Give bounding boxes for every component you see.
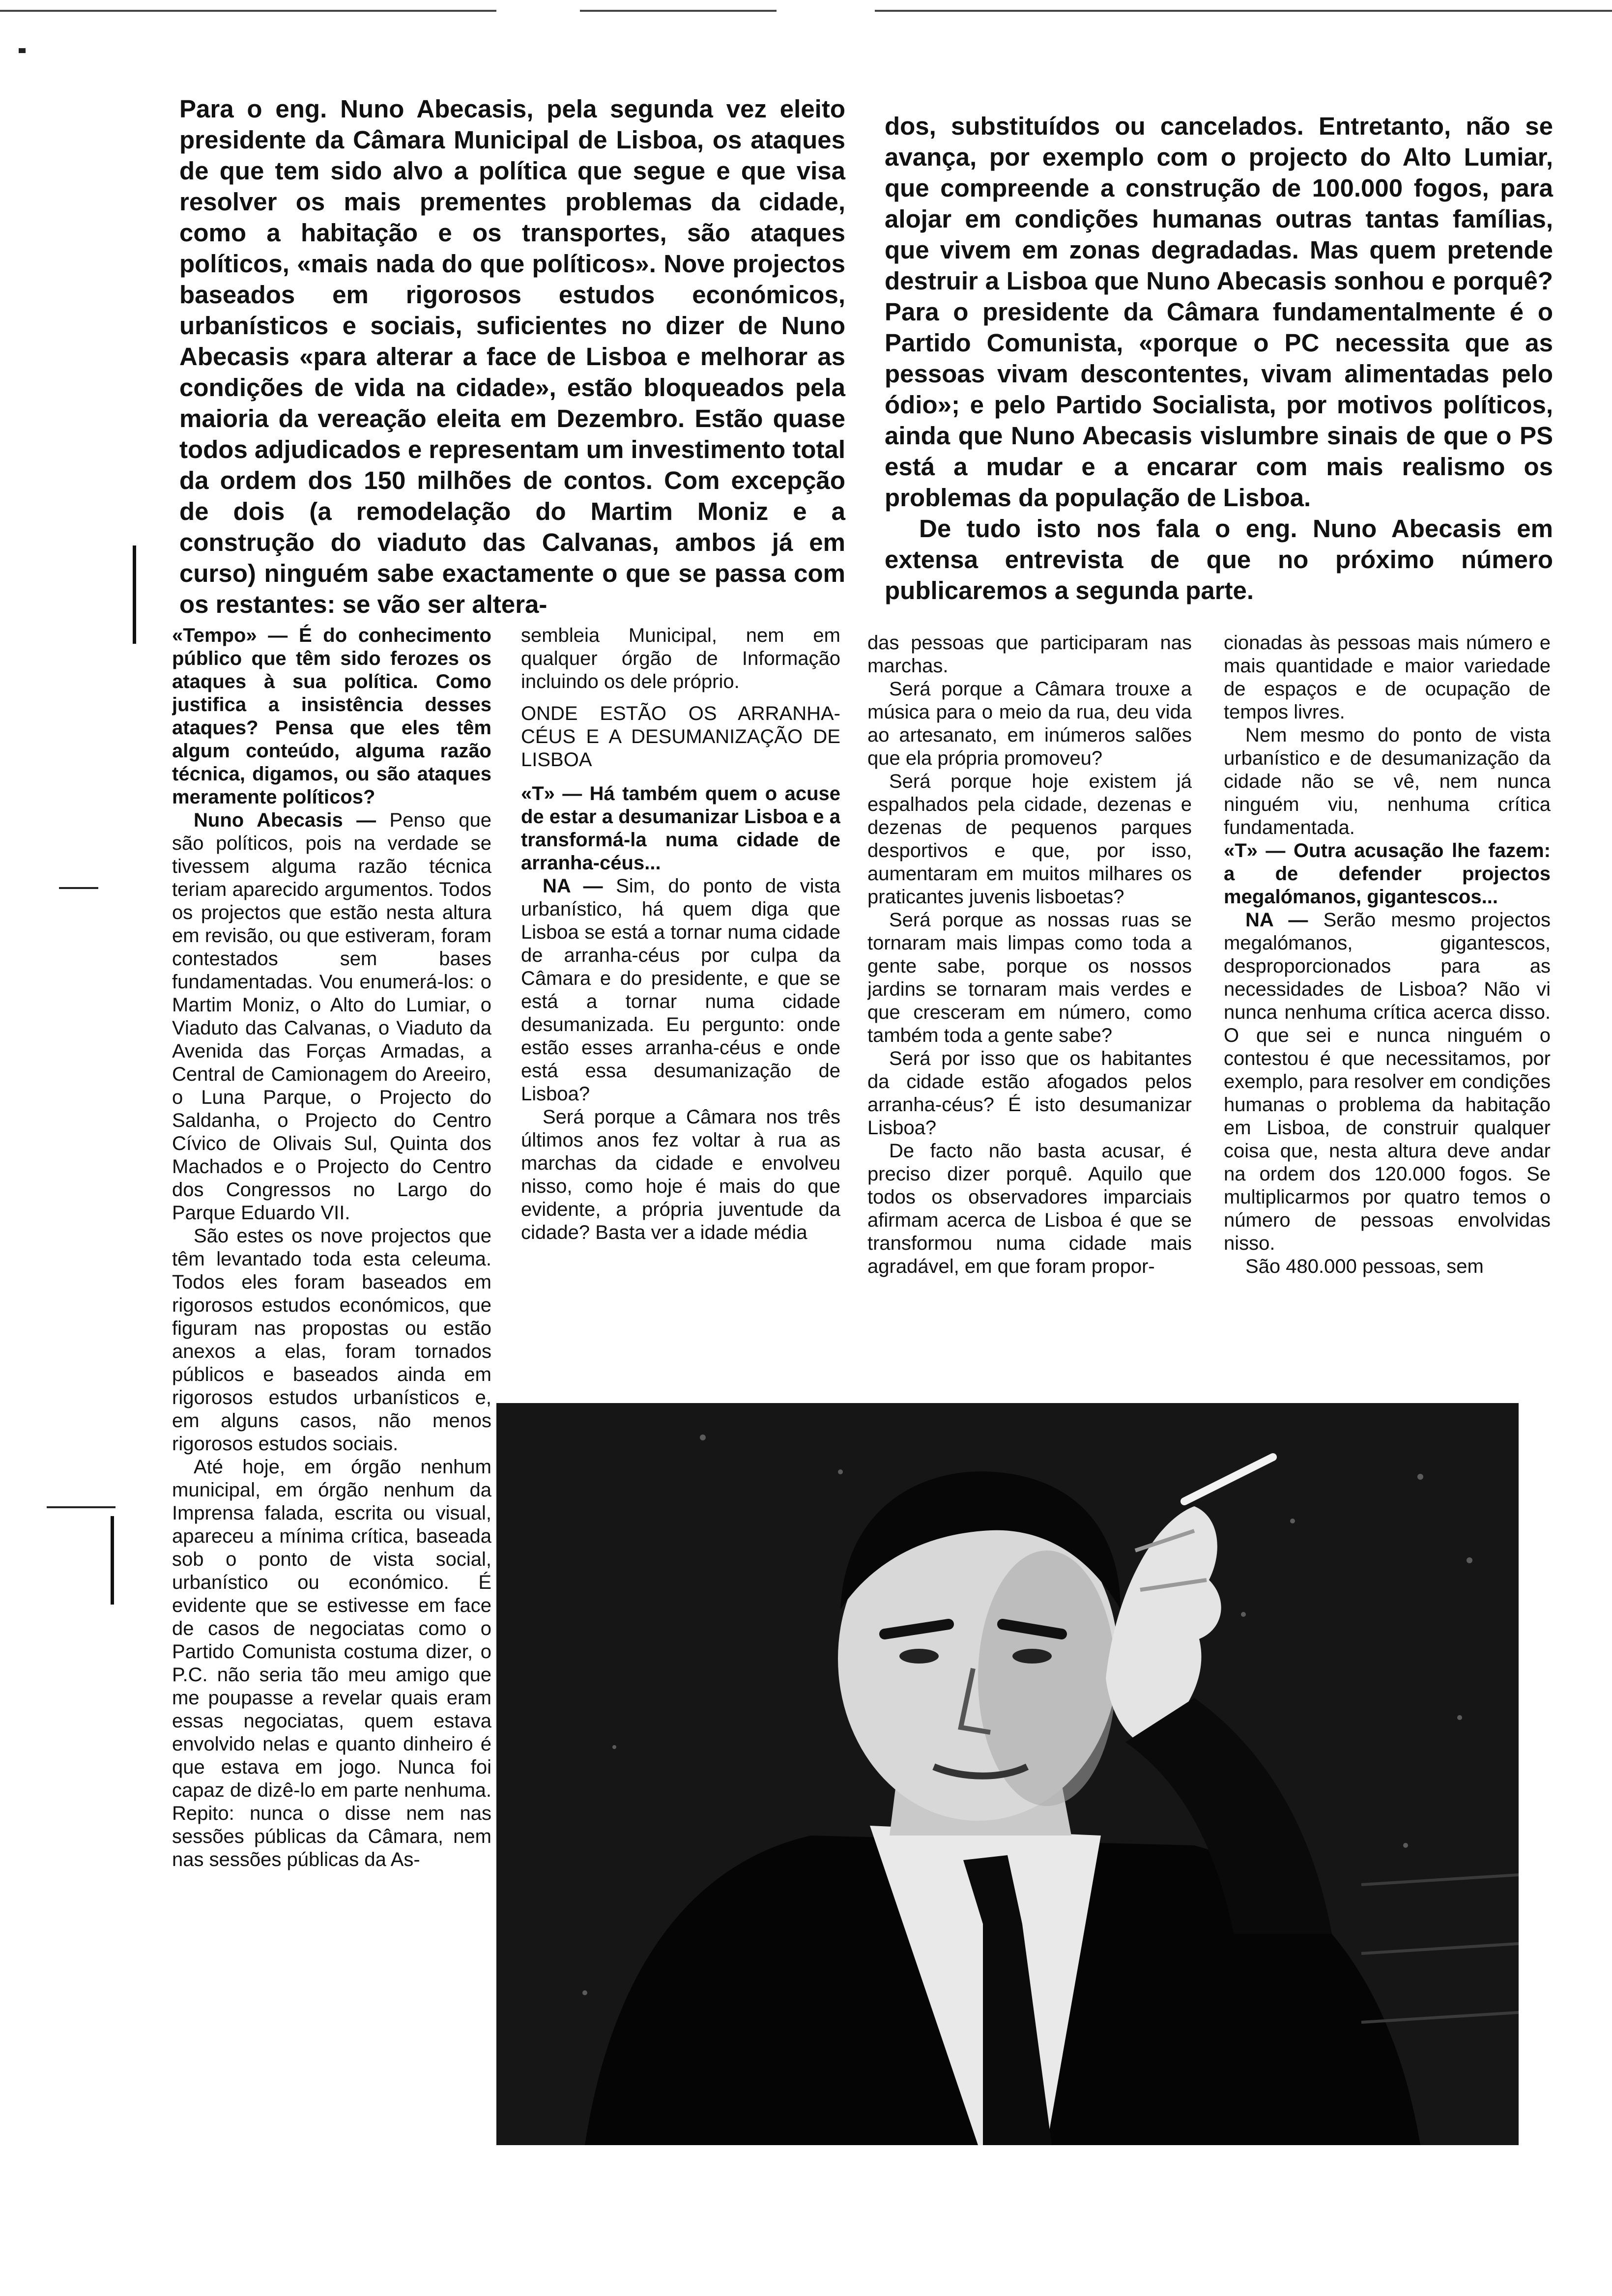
speaker-label: Nuno Abecasis — (194, 809, 376, 831)
question-2: «T» — Há também quem o acuse de estar a desumanizar Lisboa e a transformá-la numa cidade de arranha-céus... (521, 783, 840, 874)
portrait-illustration (496, 1403, 1519, 2145)
lede-right-paragraph-1: dos, substituídos ou cancelados. Entretanto, não se avança, por exemplo com o projecto do Alto Lumiar, que compreende a construção de 100.000 fogos, para alojar em condições humanas outras tantas famílias, que vivem em zonas degradadas. Mas quem pretende destruir a Lisboa que Nuno Abecasis sonhou e porquê? Para o presidente da Câmara fundamentalmente é o Partido Comunista, «porque o PC necessita que as pessoas vivam descontentes, vivam alimentadas pelo ódio»; e pelo Partido Socialista, por motivos políticos, ainda que Nuno Abecasis vislumbre sinais de que o PS está a mudar e a encarar com mais realismo os problemas da população de Lisboa. (885, 112, 1553, 512)
top-rule-left (0, 10, 496, 12)
paragraph: Nem mesmo do ponto de vista urbanístico e de desumanização da cidade não se vê, nem nunca ninguém viu, nenhuma crítica fundamentada. (1224, 724, 1551, 838)
lede-left (179, 93, 845, 620)
question-1: «Tempo» — É do conhecimento público que têm sido ferozes os ataques à sua política. Como justifica a insistência desses ataques? Pensa que eles têm algum conteúdo, alguma razão técnica, digamos, ou são ataques meramente políticos? (172, 625, 491, 808)
margin-dash (47, 1506, 115, 1508)
portrait-photo (496, 1403, 1519, 2145)
paragraph: Será porque a Câmara nos três últimos anos fez voltar à rua as marchas da cidade e envolveu nisso, como hoje é mais do que evidente, a própria juventude da cidade? Basta ver a idade média (521, 1106, 840, 1243)
interview-column-1 (172, 624, 491, 2128)
margin-bar (133, 545, 136, 644)
top-rule-center (580, 10, 777, 12)
speaker-label: NA — (1245, 909, 1308, 931)
section-heading: ONDE ESTÃO OS ARRANHA-CÉUS E A DESUMANIZAÇÃO DE LISBOA (521, 703, 840, 771)
answer-3 (1224, 909, 1551, 1255)
margin-bar (111, 1516, 114, 1605)
paragraph: Será porque hoje existem já espalhados pela cidade, dezenas e dezenas de pequenos parques desportivos e que, por isso, aumentaram em muitos milhares os praticantes juvenis lisboetas? (867, 771, 1192, 908)
lede-right-paragraph-2: De tudo isto nos fala o eng. Nuno Abecasis em extensa entrevista de que no próximo número publicaremos a segunda parte. (885, 515, 1553, 604)
answer-1-text: Penso que são políticos, pois na verdade se tivessem alguma razão técnica teriam aparecido argumentos. Todos os projectos que estão nesta altura em revisão, ou que estiveram, foram contestados sem bases fundamentadas. Vou enumerá-los: o Martim Moniz, o Alto do Lumiar, o Viaduto das Calvanas, o Viaduto da Avenida das Forças Armadas, a Central de Camionagem do Areeiro, o Luna Parque, o Projecto do Saldanha, o Projecto do Centro Cívico de Olivais Sul, Quinta dos Machados e o Projecto do Centro dos Congressos no Largo do Parque Eduardo VII. (172, 809, 491, 1224)
paragraph: São 480.000 pessoas, sem (1245, 1256, 1484, 1277)
paragraph: sembleia Municipal, nem em qualquer órgão de Informação incluindo os dele próprio. (521, 625, 840, 692)
paragraph: cionadas às pessoas mais número e mais quantidade e maior variedade de espaços e de ocupação de tempos livres. (1224, 632, 1551, 723)
answer-3-text: Serão mesmo projectos megalómanos, gigantescos, desproporcionados para as necessidades de Lisboa? Não vi nunca nenhuma crítica acerca disso. O que sei e nunca ninguém o contestou é que necessitamos, por exemplo, para resolver em condições humanas o problema da habitação em Lisboa, de construir qualquer coisa que, nesta altura deve andar na ordem dos 120.000 fogos. Se multiplicarmos por quatro temos o número de pessoas envolvidas nisso. (1224, 909, 1551, 1254)
answer-2 (521, 875, 840, 1106)
paragraph: Até hoje, em órgão nenhum municipal, em órgão nenhum da Imprensa falada, escrita ou visual, apareceu a mínima crítica, baseada sob o ponto de vista social, urbanístico ou económico. É evidente que se estivesse em face de casos de negociatas como o Partido Comunista costuma dizer, o P.C. não seria tão meu amigo que me poupasse a revelar quais eram essas negociatas, quem estava envolvido nelas e quanto dinheiro é que estava em jogo. Nunca foi capaz de dizê-lo em parte nenhuma. Repito: nunca o disse nem nas sessões públicas da Câmara, nem nas sessões públicas da As- (172, 1456, 491, 1870)
interview-column-2 (521, 624, 840, 1391)
interview-column-4 (1224, 631, 1551, 1391)
top-rule-right (875, 10, 1612, 12)
margin-mark (19, 48, 26, 53)
paragraph: das pessoas que participaram nas marchas. (867, 632, 1192, 677)
answer-2-text: Sim, do ponto de vista urbanístico, há quem diga que Lisboa se está a tornar numa cidade de arranha-céus por culpa da Câmara e do presidente, e que se está a tornar numa cidade desumanizada. Eu pergunto: onde estão esses arranha-céus e onde está essa desumanização de Lisboa? (521, 875, 840, 1105)
lede-left-text: Para o eng. Nuno Abecasis, pela segunda vez eleito presidente da Câmara Municipal de Lisboa, os ataques de que tem sido alvo a política que segue e que visa resolver os mais prementes problemas da cidade, como a habitação e os transportes, são ataques políticos, «mais nada do que políticos». Nove projectos baseados em rigorosos estudos económicos, urbanísticos e sociais, suficientes no dizer de Nuno Abecasis «para alterar a face de Lisboa e melhorar as condições de vida na cidade», estão bloqueados pela maioria da vereação eleita em Dezembro. Estão quase todos adjudicados e representam um investimento total da ordem dos 150 milhões de contos. Com excepção de dois (a remodelação do Martim Moniz e a construção do viaduto das Calvanas, ambos já em curso) ninguém sabe exactamente o que se passa com os restantes: se vão ser altera- (179, 95, 845, 618)
paragraph: Será porque a Câmara trouxe a música para o meio da rua, deu vida ao artesanato, em inúmeros salões que ela própria promoveu? (867, 678, 1192, 769)
question-3: «T» — Outra acusação lhe fazem: a de defender projectos megalómanos, gigantescos... (1224, 840, 1551, 908)
lede-right (885, 111, 1553, 606)
interview-column-3 (867, 631, 1192, 1391)
speaker-label: NA — (543, 875, 603, 897)
answer-1 (172, 809, 491, 1225)
paragraph: São estes os nove projectos que têm levantado toda esta celeuma. Todos eles foram baseados em rigorosos estudos económicos, que figuram nas propostas ou estão anexos a elas, foram tornados públicos e baseados ainda em rigorosos estudos urbanísticos e, em alguns casos, não menos rigorosos estudos sociais. (172, 1225, 491, 1455)
paragraph: Será por isso que os habitantes da cidade estão afogados pelos arranha-céus? É isto desumanizar Lisboa? (867, 1048, 1192, 1139)
paragraph: De facto não basta acusar, é preciso dizer porquê. Aquilo que todos os observadores imparciais afirmam acerca de Lisboa é que se transformou numa cidade mais agradável, em que foram propor- (867, 1140, 1192, 1277)
paragraph: Será porque as nossas ruas se tornaram mais limpas como toda a gente sabe, porque os nossos jardins se tornaram mais verdes e que cresceram em número, como também toda a gente sabe? (867, 909, 1192, 1046)
margin-dash (59, 887, 98, 889)
